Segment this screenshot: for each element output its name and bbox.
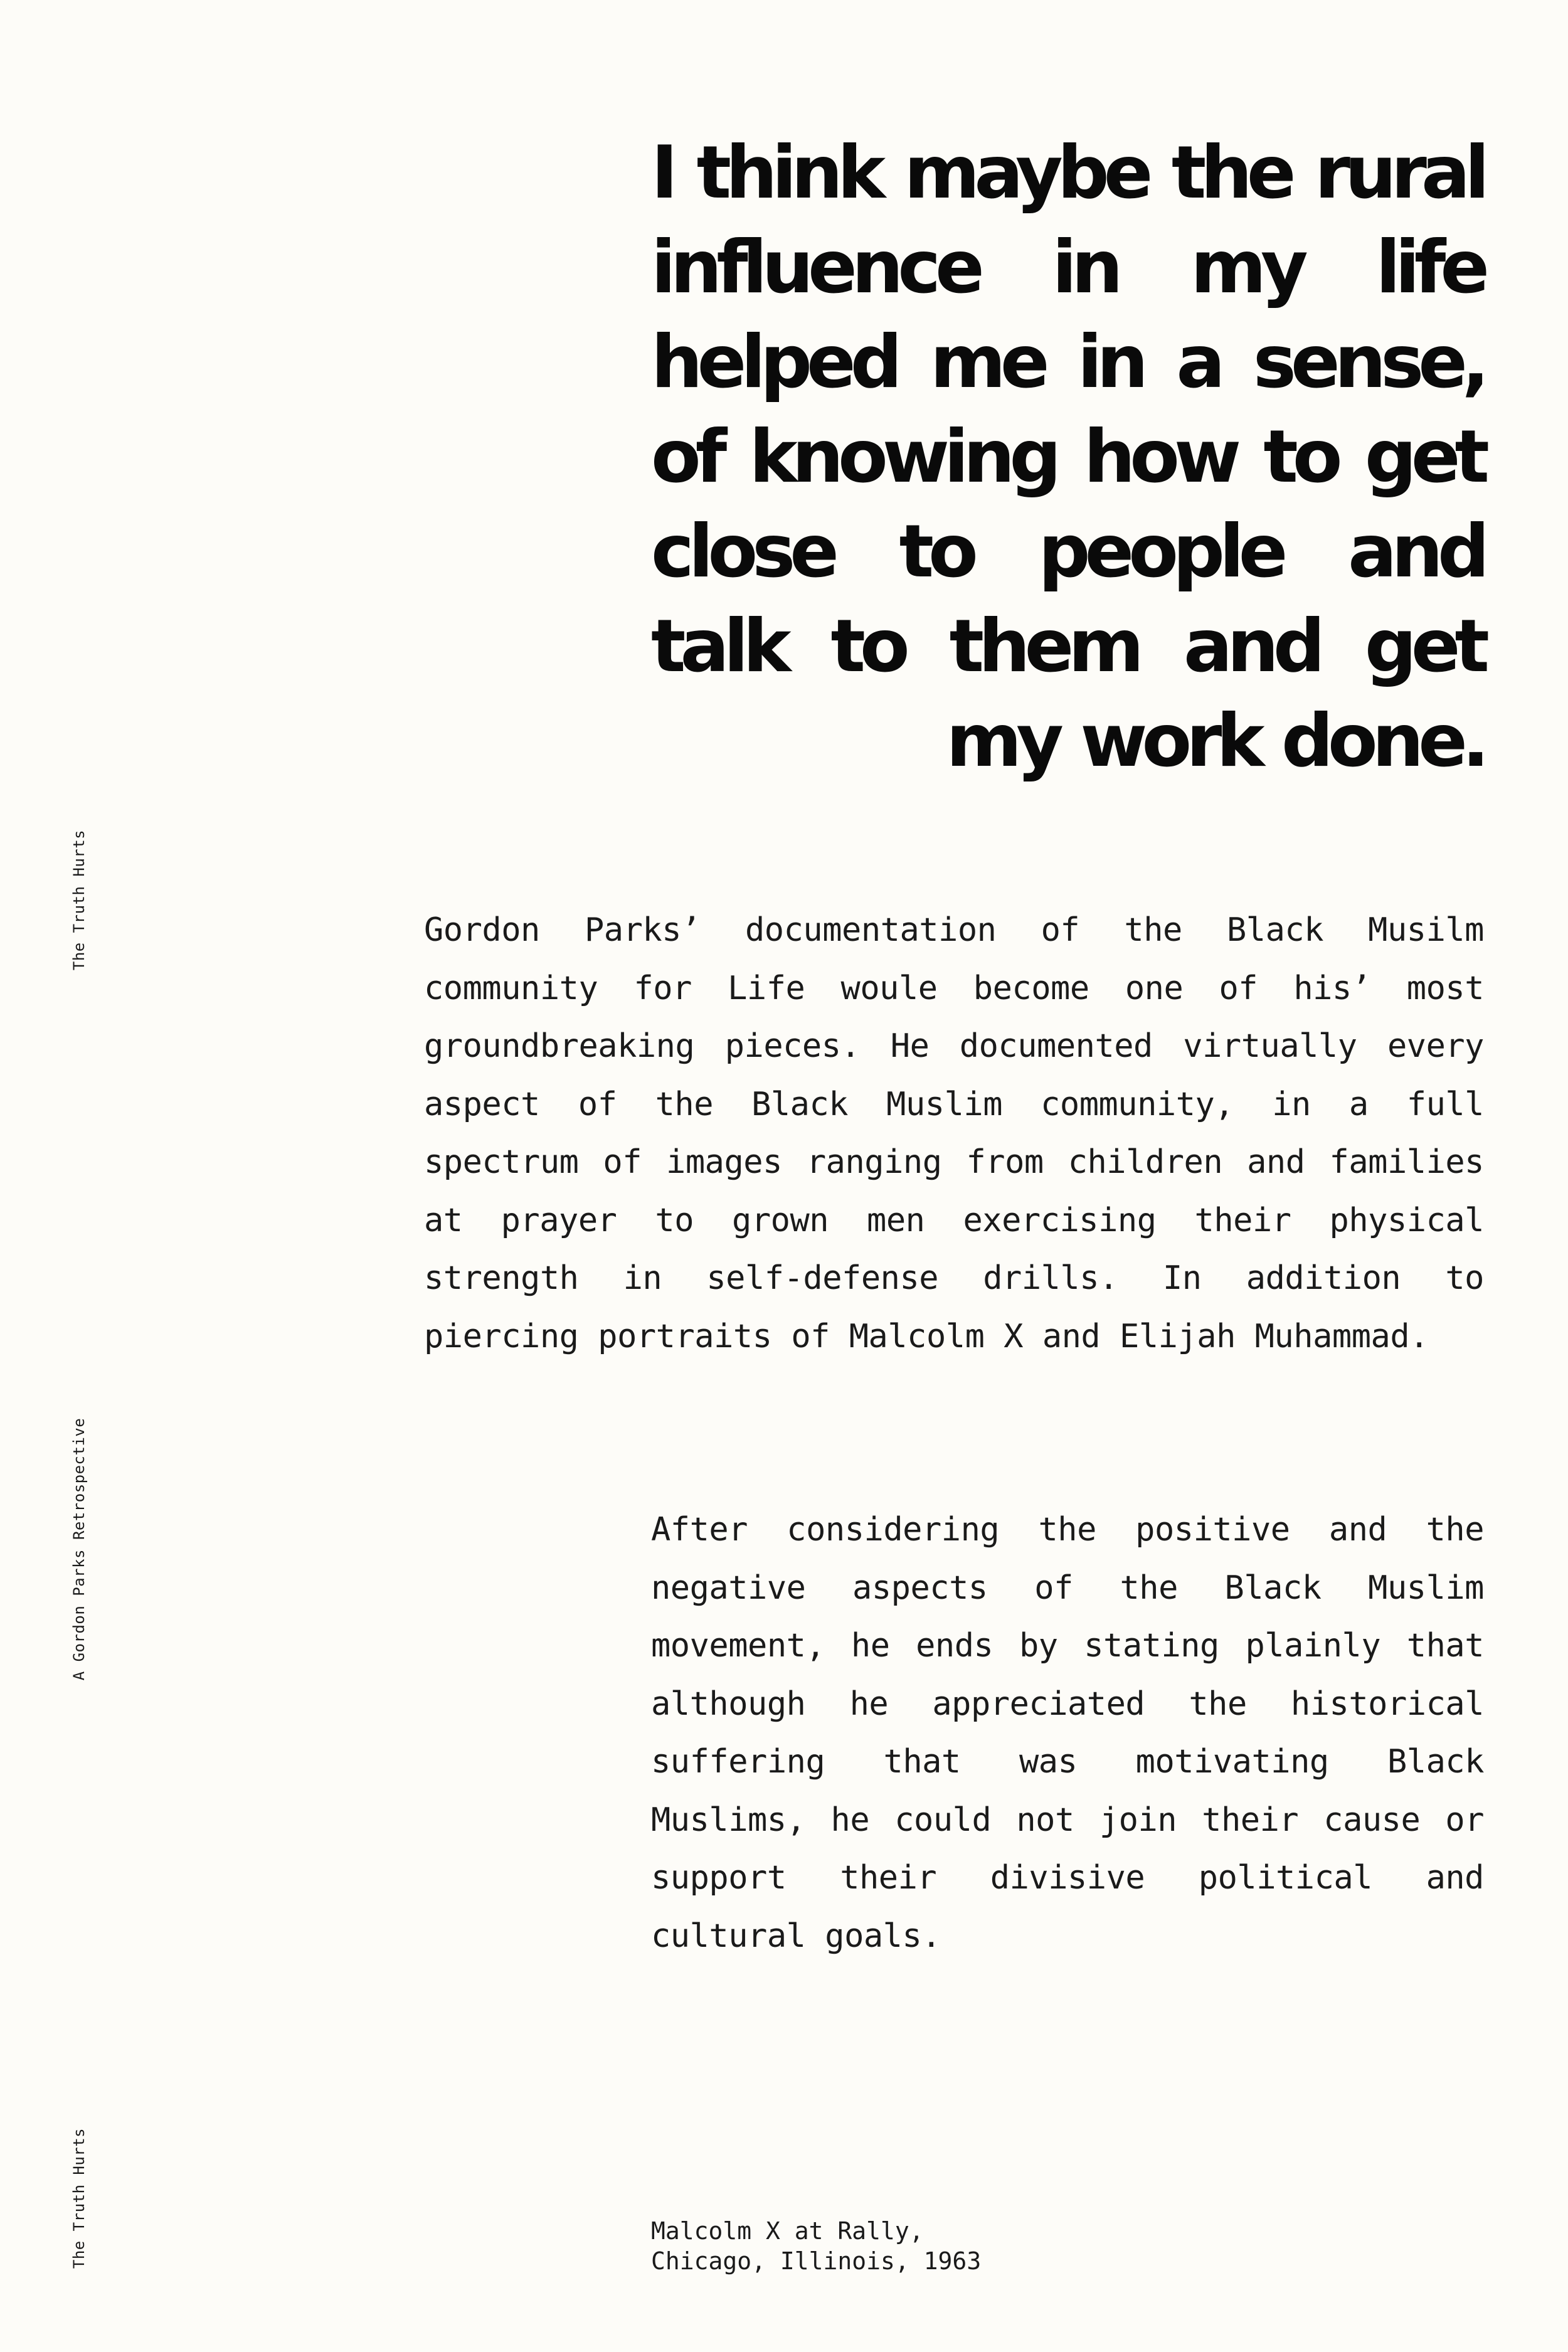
side-label-middle: A Gordon Parks Retrospective bbox=[70, 1417, 88, 1681]
side-label-bottom: The Truth Hurts bbox=[70, 2127, 88, 2269]
body-paragraph-2: After considering the positive and the negative aspects of the Black Muslim movement, he ends by stating plainly that although he appreciated the historical suffering that was motivating Black Muslims, he could not join their cause or support their divisive political and cultural goals. bbox=[651, 1511, 1484, 1955]
photo-caption bbox=[651, 2216, 981, 2276]
pull-quote: I think maybe the rural influence in my life helped me in a sense, of knowing how to get close to people and talk to them and get my work done. bbox=[651, 130, 1484, 783]
body-paragraph-1: Gordon Parks’ documentation of the Black Musilm community for Life woule become one of his’ most groundbreaking pieces. He documented virtually every aspect of the Black Muslim community, in a full spectrum of images ranging from children and families at prayer to grown men exercising their physical strength in self-defense drills. In addition to piercing portraits of Malcolm X and Elijah Muhammad. bbox=[424, 911, 1484, 1355]
caption-line-2: Chicago, Illinois, 1963 bbox=[651, 2247, 982, 2275]
side-label-top: The Truth Hurts bbox=[70, 829, 88, 971]
caption-line-1: Malcolm X at Rally, bbox=[651, 2217, 924, 2245]
